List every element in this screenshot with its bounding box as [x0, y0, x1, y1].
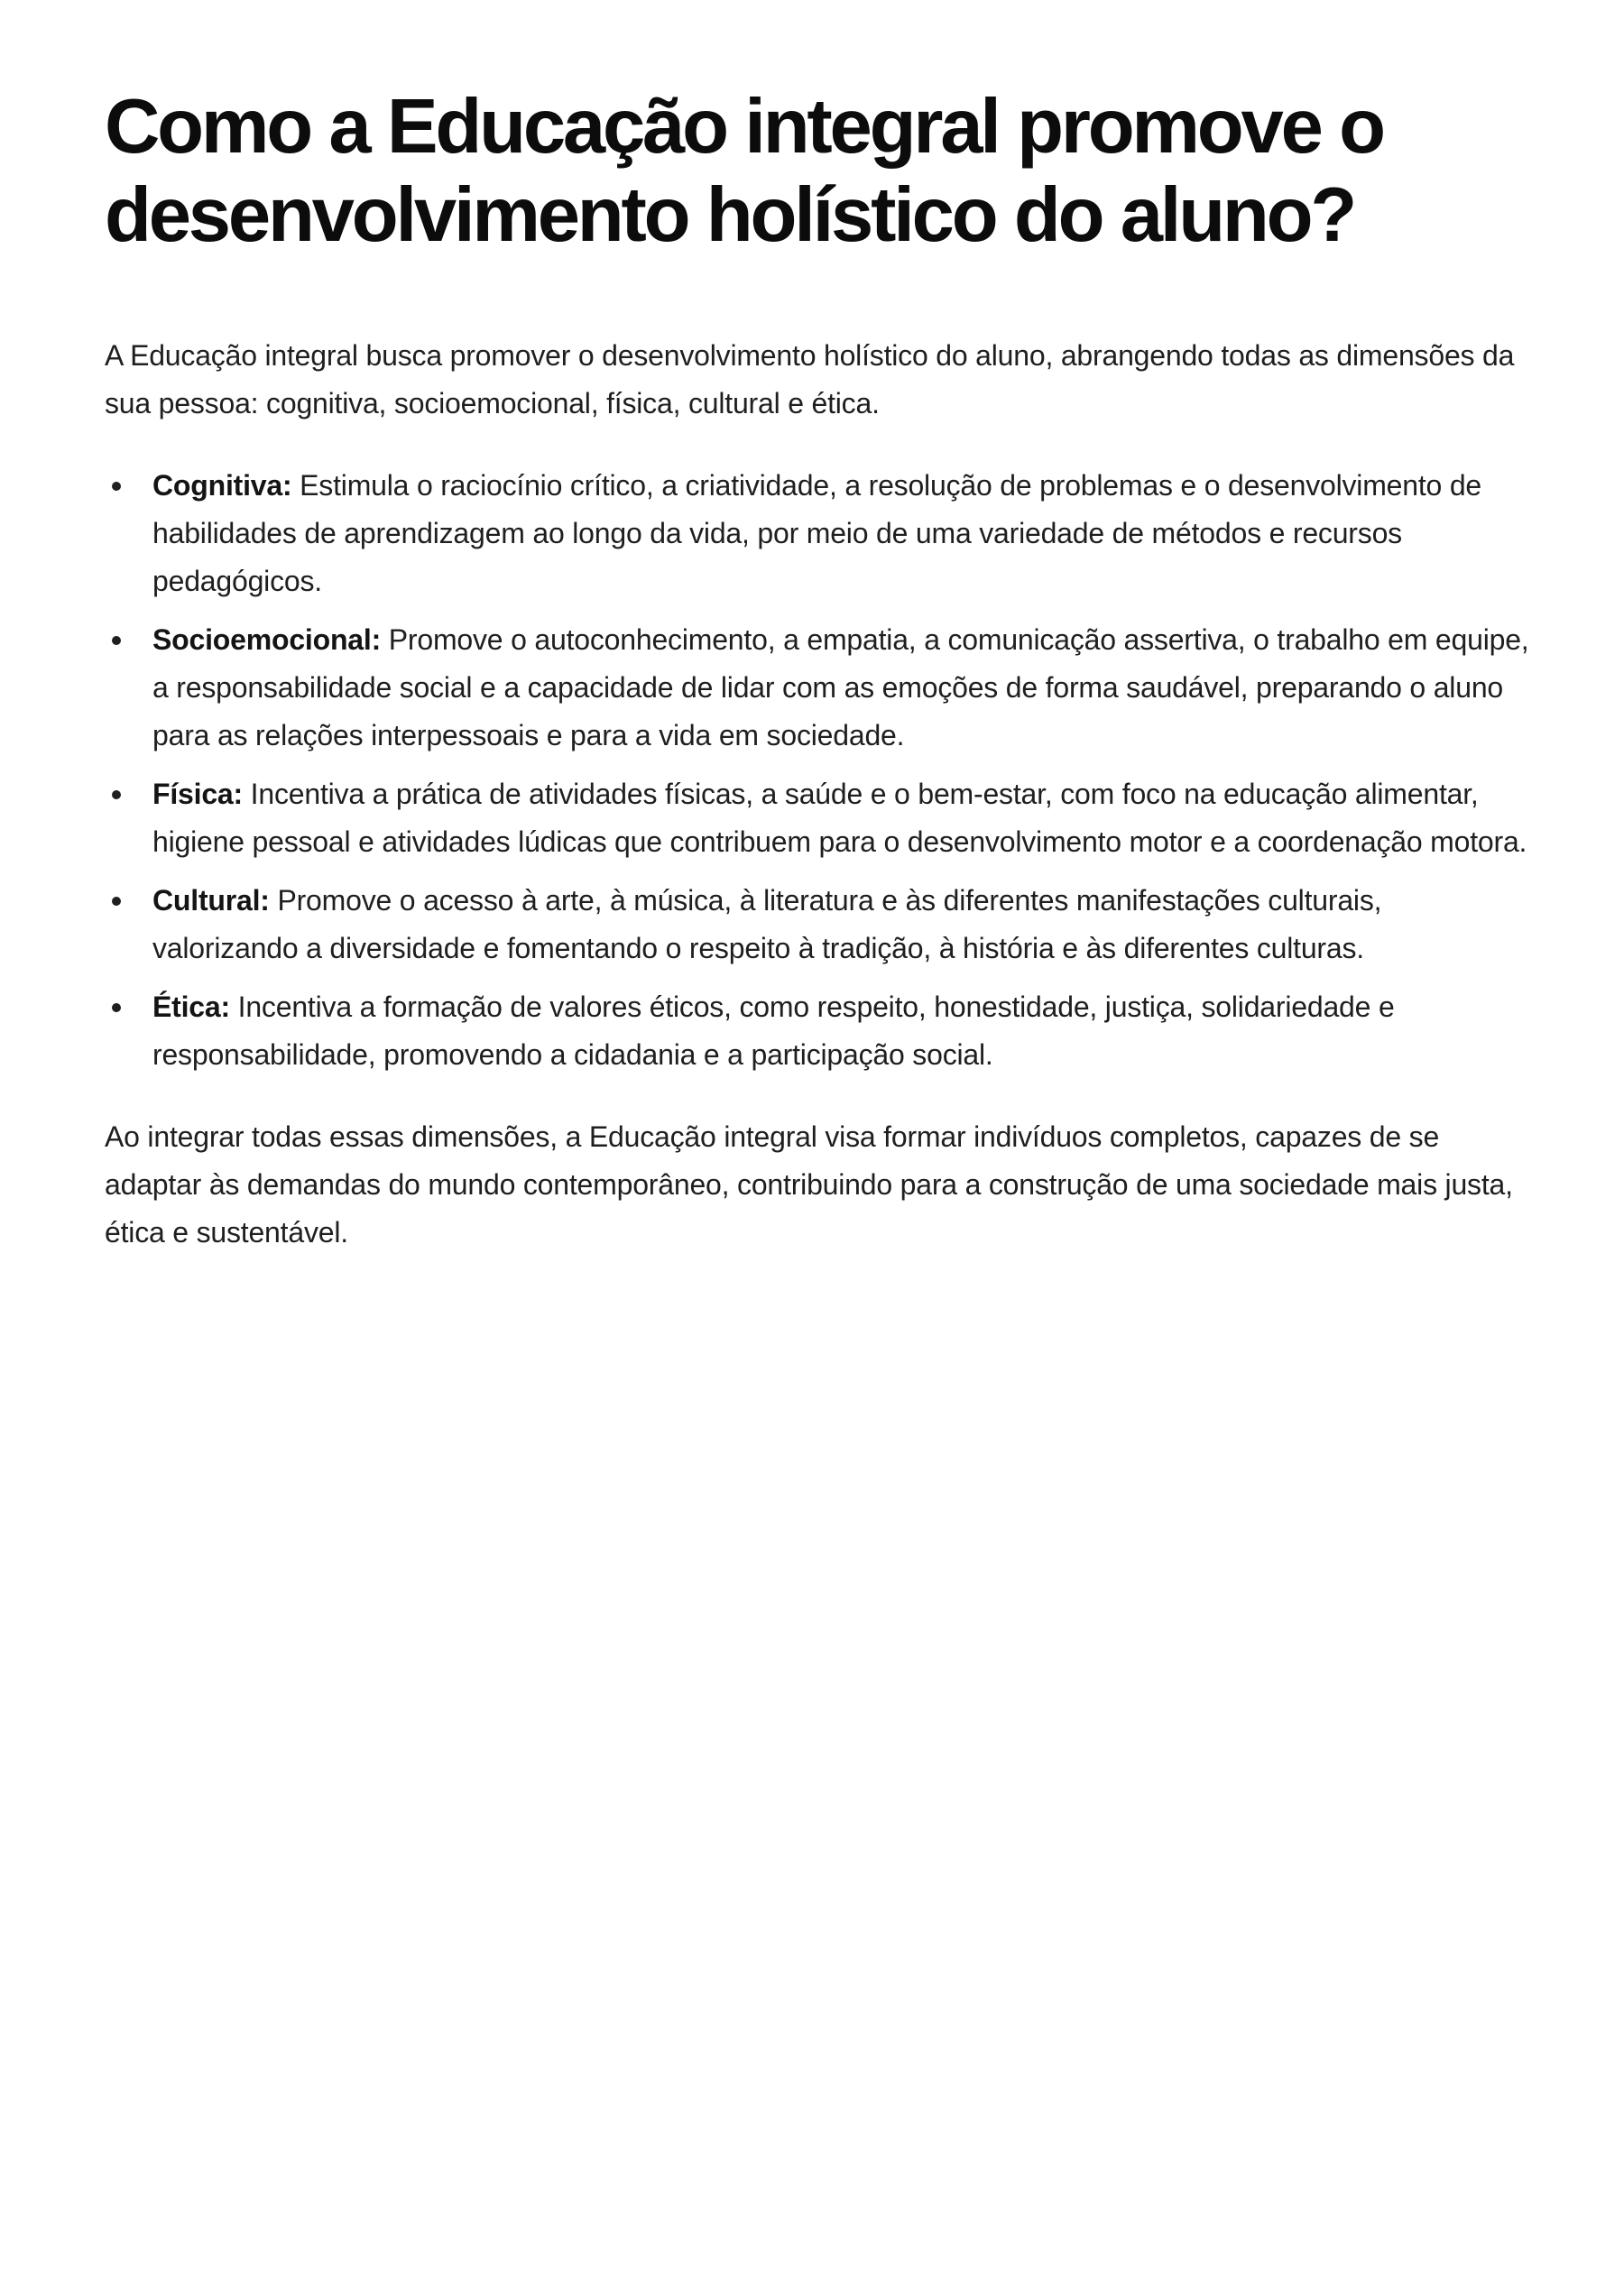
closing-paragraph: Ao integrar todas essas dimensões, a Educação integral visa formar indivíduos completos, capazes de se adaptar às demandas do mundo contemporâneo, contribuindo para a construção de uma sociedade mais justa, ética e sustentável.	[105, 1120, 1513, 1249]
bullet-icon	[112, 636, 121, 645]
list-item-etica	[105, 983, 1530, 1079]
list-item-socioemocional	[105, 616, 1530, 760]
list-item-fisica	[105, 770, 1530, 866]
list-item-label: Física:	[152, 778, 243, 810]
document-page	[105, 83, 1530, 1257]
list-item-text: Estimula o raciocínio crítico, a criatividade, a resolução de problemas e o desenvolvimento de habilidades de aprendizagem ao longo da vida, por meio de uma variedade de métodos e recursos pedagógicos.	[152, 469, 1482, 597]
list-item-label: Ética:	[152, 991, 230, 1023]
list-item-label: Cultural:	[152, 884, 270, 917]
list-item-label: Socioemocional:	[152, 623, 382, 656]
list-item-text: Promove o autoconhecimento, a empatia, a comunicação assertiva, o trabalho em equipe, a responsabilidade social e a capacidade de lidar com as emoções de forma saudável, preparando o aluno para as relações interpessoais e para a vida em sociedade.	[152, 623, 1529, 751]
list-item-text: Promove o acesso à arte, à música, à literatura e às diferentes manifestações culturais, valorizando a diversidade e fomentando o respeito à tradição, à história e às diferentes culturas.	[152, 884, 1382, 964]
list-item-label: Cognitiva:	[152, 469, 292, 502]
list-item-text: Incentiva a formação de valores éticos, como respeito, honestidade, justiça, solidariedade e responsabilidade, promovendo a cidadania e a participação social.	[152, 991, 1395, 1071]
list-item-cognitiva	[105, 462, 1530, 605]
bullet-icon	[112, 897, 121, 906]
list-item-cultural	[105, 877, 1530, 972]
bullet-icon	[112, 1003, 121, 1012]
dimensions-list	[105, 462, 1530, 1079]
intro-paragraph: A Educação integral busca promover o desenvolvimento holístico do aluno, abrangendo todas as dimensões da sua pessoa: cognitiva, socioemocional, física, cultural e ética.	[105, 339, 1515, 419]
bullet-icon	[112, 482, 121, 491]
page-title: Como a Educação integral promove o desenvolvimento holístico do aluno?	[105, 84, 1383, 258]
bullet-icon	[112, 790, 121, 799]
list-item-text: Incentiva a prática de atividades físicas, a saúde e o bem-estar, com foco na educação alimentar, higiene pessoal e atividades lúdicas que contribuem para o desenvolvimento motor e a coordenação motora.	[152, 778, 1527, 858]
